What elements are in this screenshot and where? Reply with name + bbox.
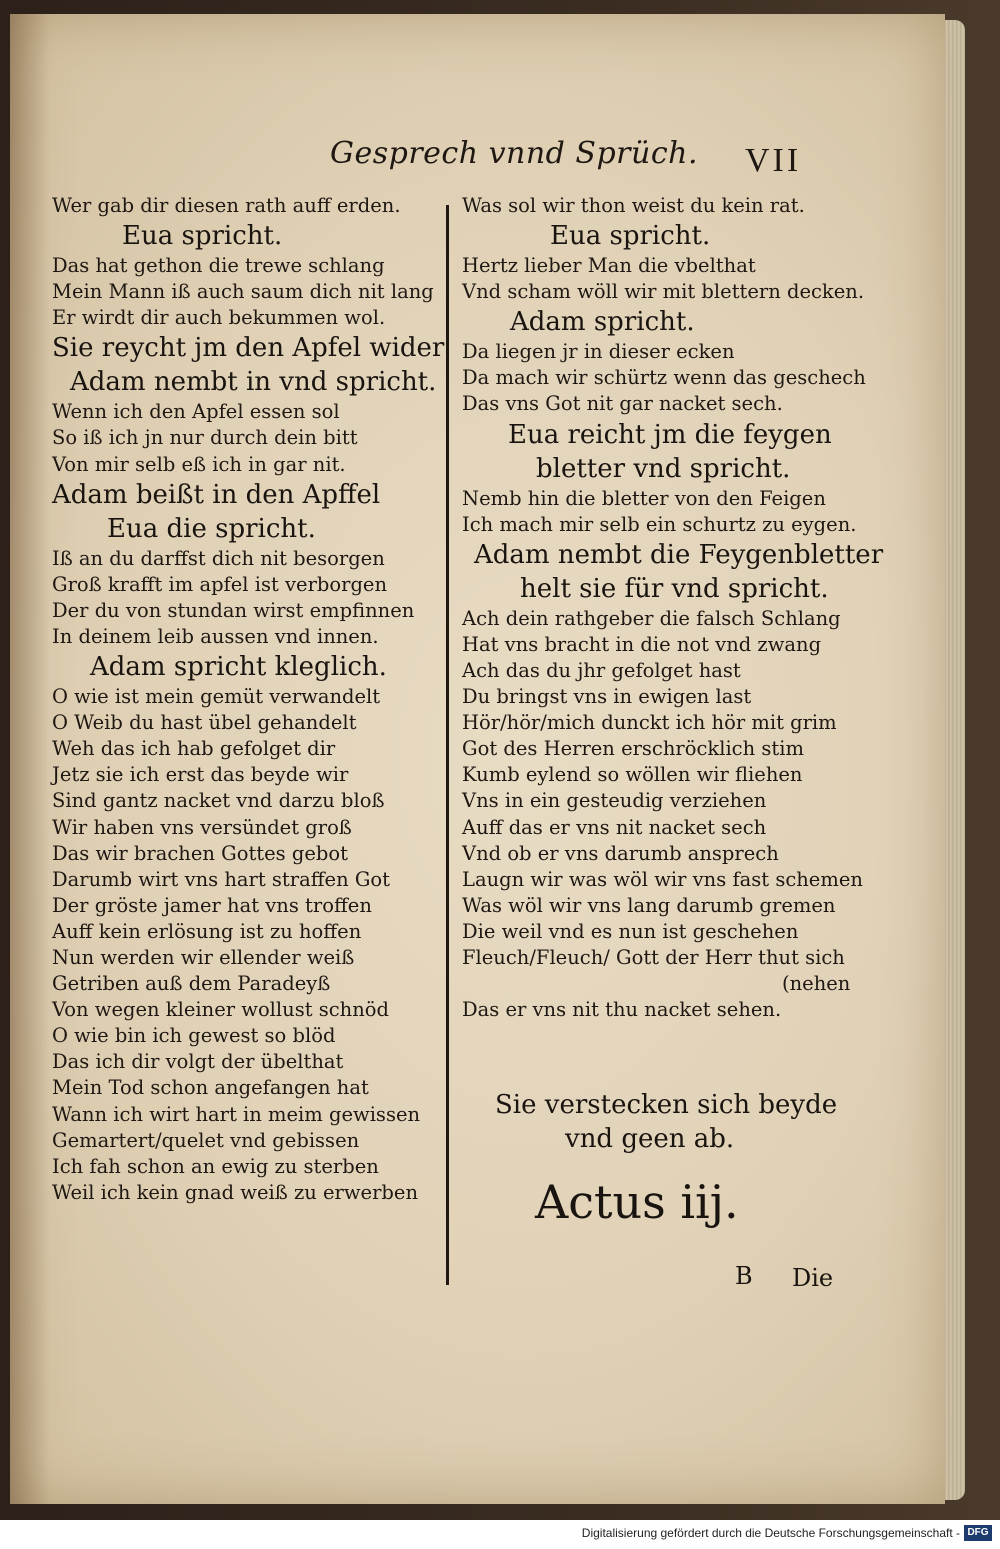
verse-line: Ich fah schon an ewig zu sterben (52, 1154, 379, 1178)
stage-direction: Sie reycht jm den Apfel wider (52, 333, 445, 364)
catchword: Die (792, 1264, 834, 1292)
verse-line: Sind gantz nacket vnd darzu bloß (52, 789, 385, 813)
verse-line: O Weib du hast übel gehandelt (52, 711, 357, 735)
right-column (462, 193, 884, 1023)
turnover-line: (nehen (782, 972, 851, 996)
left-column (52, 193, 452, 1206)
verse-line: Auff das er vns nit nacket sech (462, 815, 767, 839)
verse-line: Hertz lieber Man die vbelthat (462, 254, 756, 278)
verse-line: Auff kein erlösung ist zu hoffen (52, 919, 362, 943)
verse-line: Nemb hin die bletter von den Feigen (462, 486, 826, 510)
verse-line: Weh das ich hab gefolget dir (52, 737, 336, 761)
stage-direction: helt sie für vnd spricht. (520, 573, 829, 604)
verse-line: Hat vns bracht in die not vnd zwang (462, 632, 822, 656)
verse-line: Kumb eylend so wöllen wir fliehen (462, 763, 803, 787)
verse-line: So iß ich jn nur durch dein bitt (52, 426, 358, 450)
verse-line: Laugn wir was wöl wir vns fast schemen (462, 867, 863, 891)
verse-line: Das vns Got nit gar nacket sech. (462, 392, 783, 416)
stage-direction: Adam beißt in den Apffel (52, 479, 381, 510)
verse-line: Vnd scham wöll wir mit blettern decken. (462, 280, 865, 304)
verse-line: Das hat gethon die trewe schlang (52, 254, 385, 278)
speaker-heading: Eua spricht. (122, 221, 283, 252)
verse-line: Der gröste jamer hat vns troffen (52, 893, 372, 917)
verse-line: Ach dein rathgeber die falsch Schlang (462, 606, 841, 630)
verse-line: Hör/hör/mich dunckt ich hör mit grim (462, 711, 837, 735)
verse-line: Das er vns nit thu nacket sehen. (462, 998, 782, 1022)
speaker-heading: Eua spricht. (550, 221, 711, 252)
verse-line: Gemartert/quelet vnd gebissen (52, 1128, 360, 1152)
verse-line: Nun werden wir ellender weiß (52, 945, 355, 969)
verse-line: Von wegen kleiner wollust schnöd (52, 998, 390, 1022)
verse-line: Vnd ob er vns darumb ansprech (462, 841, 779, 865)
verse-line: Iß an du darffst dich nit besorgen (52, 546, 385, 570)
verse-line: Da mach wir schürtz wenn das geschech (462, 366, 866, 390)
verse-line: Was sol wir thon weist du kein rat. (462, 194, 805, 217)
stage-direction: Adam nembt die Feygenbletter (474, 539, 884, 570)
speaker-heading: Adam spricht. (510, 307, 695, 338)
stage-direction: Eua reicht jm die feygen (508, 419, 832, 450)
verse-line: O wie bin ich gewest so blöd (52, 1024, 336, 1048)
stage-direction: Eua die spricht. (107, 513, 316, 544)
verse-line: Wir haben vns versündet groß (52, 815, 352, 839)
verse-line: Darumb wirt vns hart straffen Got (52, 867, 391, 891)
verse-line: Wann ich wirt hart in meim gewissen (52, 1102, 421, 1126)
verse-line: O wie ist mein gemüt verwandelt (52, 685, 381, 709)
verse-line: Mein Mann iß auch saum dich nit lang (52, 280, 434, 304)
verse-line: Du bringst vns in ewigen last (462, 685, 752, 709)
stage-direction: bletter vnd spricht. (536, 453, 791, 484)
verse-line: Das wir brachen Gottes gebot (52, 841, 348, 865)
verse-line: Wer gab dir diesen rath auff erden. (52, 194, 401, 217)
verse-line: Ach das du jhr gefolget hast (462, 658, 741, 682)
speaker-heading: Adam spricht kleglich. (90, 652, 387, 683)
verse-line: Getriben auß dem Paradeyß (52, 972, 331, 996)
verse-line: Er wirdt dir auch bekummen wol. (52, 306, 386, 330)
verse-line: In deinem leib aussen vnd innen. (52, 624, 379, 648)
stage-direction: Adam nembt in vnd spricht. (70, 367, 437, 398)
verse-line: Mein Tod schon angefangen hat (52, 1076, 369, 1100)
footer-bar (0, 1520, 1000, 1549)
verse-line: Die weil vnd es nun ist geschehen (462, 919, 799, 943)
verse-line: Weil ich kein gnad weiß zu erwerben (52, 1180, 418, 1204)
verse-line: Das ich dir volgt der übelthat (52, 1050, 344, 1074)
verse-line: Der du von stundan wirst empfinnen (52, 598, 415, 622)
dfg-logo: DFG (964, 1525, 992, 1541)
verse-line: Groß krafft im apfel ist verborgen (52, 572, 388, 596)
signature-mark: B (735, 1262, 753, 1290)
stage-direction: vnd geen ab. (565, 1124, 735, 1154)
running-head: Gesprech vnnd Sprüch. (330, 136, 698, 171)
gutter-shadow (10, 14, 50, 1504)
verse-line: Jetz sie ich erst das beyde wir (52, 763, 349, 787)
verse-line: Wenn ich den Apfel essen sol (52, 400, 340, 424)
footer-credit: Digitalisierung gefördert durch die Deutsche Forschungsgemeinschaft - (581, 1526, 960, 1540)
folio-number: VII (745, 142, 802, 179)
stage-direction: Sie verstecken sich beyde (495, 1090, 838, 1120)
act-title: Actus iij. (535, 1175, 739, 1229)
verse-line: Was wöl wir vns lang darumb gremen (462, 893, 836, 917)
verse-line: Got des Herren erschröcklich stim (462, 737, 804, 761)
verse-line: Fleuch/Fleuch/ Gott der Herr thut sich (462, 945, 845, 969)
verse-line: Von mir selb eß ich in gar nit. (52, 452, 346, 476)
verse-line: Vns in ein gesteudig verziehen (462, 789, 767, 813)
verse-line: Da liegen jr in dieser ecken (462, 340, 735, 364)
verse-line: Ich mach mir selb ein schurtz zu eygen. (462, 512, 857, 536)
